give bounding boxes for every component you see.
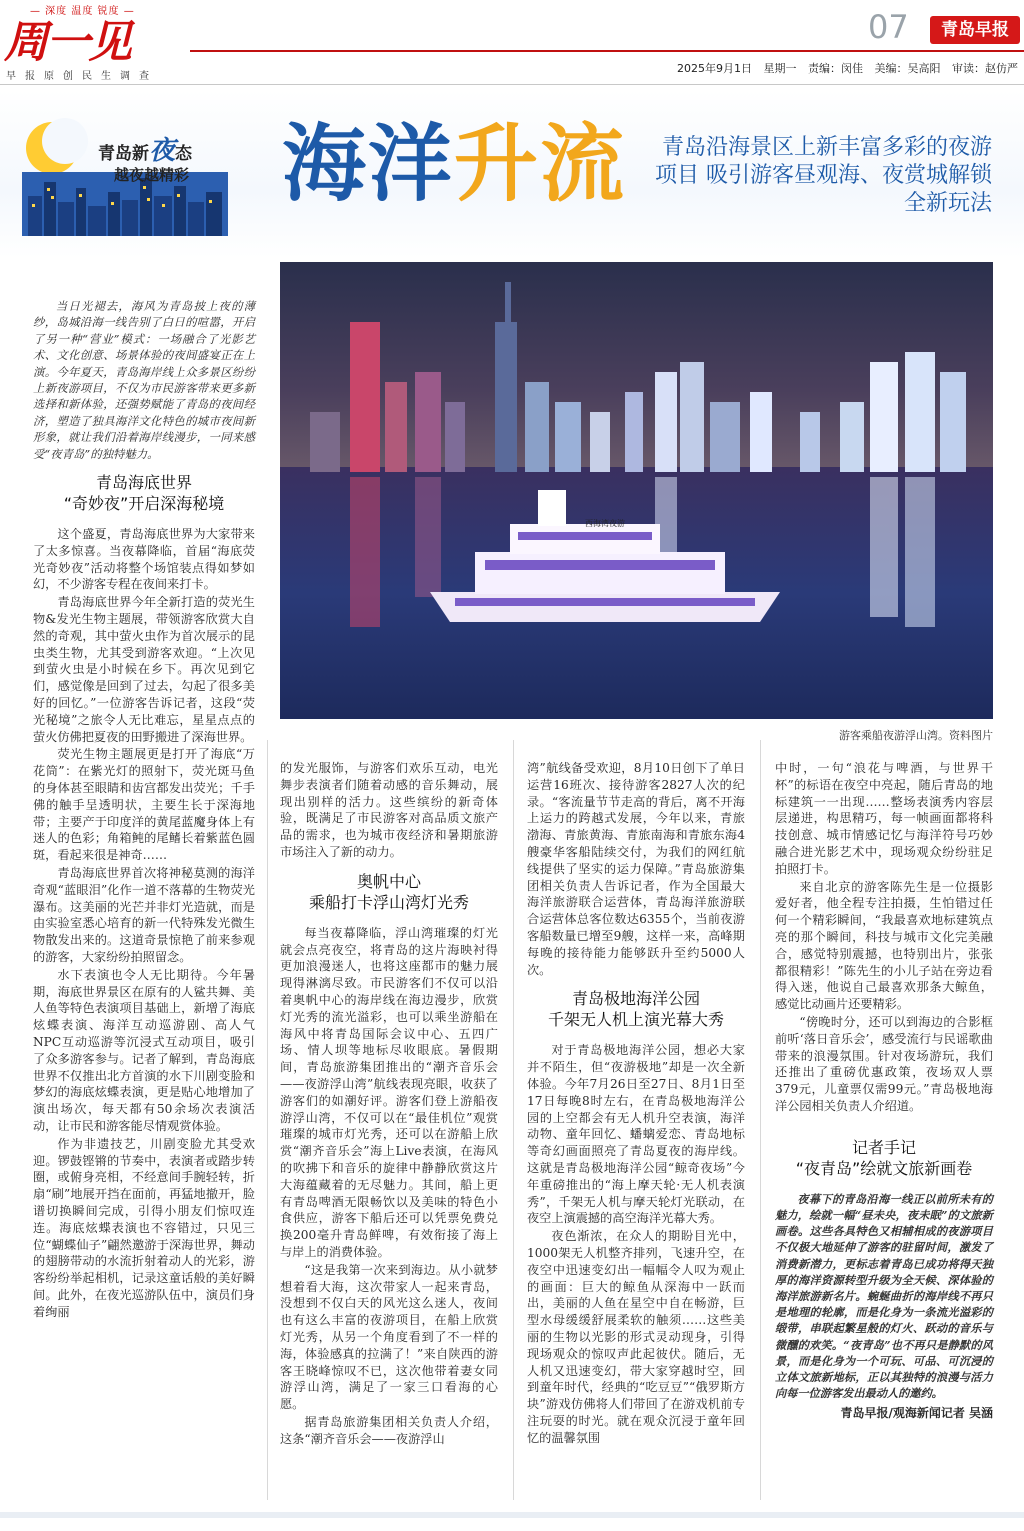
- section-title-polar-ocean-park: 青岛极地海洋公园 千架无人机上演光幕大秀: [547, 989, 724, 1030]
- issue-info: [669, 60, 1018, 76]
- column-divider: [267, 740, 268, 1500]
- section-title-olympic-sailing: 奥帆中心 乘船打卡浮山湾灯光秀: [308, 871, 469, 912]
- badge-subtitle: 越夜越精彩: [114, 166, 190, 184]
- brand-name: 周一见: [4, 17, 130, 68]
- paragraph: 中时，一句“浪花与啤酒，与世界干杯”的标语在夜空中亮起，随后青岛的地标建筑一一出现……整场表演秀内容层层递进，构思精巧，每一帧画面都将科技创意、城市情感记忆与海洋符号巧妙融合进光影艺术中，现场观众纷纷驻足拍照打卡。: [775, 761, 993, 876]
- moon-shadow: [42, 118, 88, 164]
- issue-editor: 责编：闵佳: [808, 62, 863, 75]
- page-bottom-band: [0, 1512, 1024, 1518]
- section-title-reporter-notes: 记者手记 “夜青岛”绘就文旅新画卷: [795, 1137, 973, 1178]
- page-number: 07: [868, 8, 909, 46]
- paragraph: 荧光生物主题展更是打开了海底“万花筒”：在紫光灯的照射下，荧光斑马鱼的身体甚至眼睛和齿宫都发出荧光；千手佛的触手呈透明状，主要生长于深海地带；主要产于印度洋的黄尾蓝魔身体上有迷人的色彩；角箱鲀的尾鳍长着紫蓝色圆斑，看起来很是神奇……: [33, 747, 255, 863]
- masthead: [0, 0, 1024, 88]
- paragraph: 据青岛旅游集团相关负责人介绍，这条“潮齐音乐会——夜游浮山: [280, 1414, 498, 1446]
- masthead-divider: [0, 84, 1024, 85]
- column-badge: [22, 118, 228, 236]
- masthead-rule: [190, 50, 1024, 52]
- paragraph: 青岛海底世界首次将神秘莫测的海洋奇观“蓝眼泪”化作一道不落幕的生物荧光瀑布。这美丽的光芒并非灯光造就，而是由实验室悉心培育的新一代特殊发光微生物散发出来的。这道奇景惊艳了前来参观的游客，大家纷纷拍照留念。: [33, 866, 255, 964]
- column-3: [527, 760, 745, 1447]
- column-divider: [760, 740, 761, 1500]
- photo-illustration: [280, 262, 993, 719]
- lead-paragraph: [33, 298, 255, 462]
- paragraph: 湾”航线备受欢迎，8月10日创下了单日运营16班次、接待游客2827人次的纪录。“客流量节节走高的背后，离不开海上运力的跨越式发展，今年以来，青旅渤海、青旅黄海、青旅南海和青旅东海4艘豪华客船陆续交付，为我们的网红航线提供了坚实的运力保障。”青岛旅游集团相关负责人告诉记者，作为全国最大海洋旅游联合运营体，青岛海洋旅游联合运营体总客位数达6355个，当前夜游客船数量已增至9艘，这样一来，高峰期每晚的接待能力能够跃升至约5000人次。: [527, 761, 745, 977]
- reporter-notes: [775, 1191, 993, 1402]
- paragraph: 的发光服饰，与游客们欢乐互动，电光舞步表演者们随着动感的音乐舞动，展现出别样的活力。这些缤纷的新奇体验，既满足了市民游客对高品质文旅产品的需求，也为城市夜经济和暑期旅游市场注入了新的动力。: [280, 761, 498, 859]
- section-title-aquarium: 青岛海底世界 “奇妙夜”开启深海秘境: [63, 473, 225, 514]
- night-cruise-photo: [280, 262, 993, 719]
- paragraph: 青岛海底世界今年全新打造的荧光生物&发光生物主题展，带领游客欣赏大自然的奇观，其中萤火虫作为首次展示的昆虫类生物，尤其受到游客欢迎。“上次见到萤火虫是小时候在乡下。再次见到它们，感觉像是回到了过去，勾起了很多美好的回忆。”一位游客告诉记者，这段“荧光秘境”之旅令人无比难忘，星星点点的萤火仿佛把夏夜的田野搬进了深海世界。: [33, 595, 255, 744]
- lead-text: 当日光褪去，海风为青岛披上夜的薄纱，岛城沿海一线告别了白日的喧嚣，开启了另一种“营业”模式：一场融合了光影艺术、文化创意、场景体验的夜间盛宴正在上演。今年夏天，青岛海岸线上众多景区纷纷上新夜游项目，不仅为市民游客带来更多新选择和新体验，还强势赋能了青岛的夜间经济，塑造了独具海洋文化特色的城市夜间新形象，就让我们沿着海岸线漫步，一同来感受“夜青岛”的独特魅力。: [33, 299, 255, 461]
- ship-sign: 西海湾夜游: [585, 519, 625, 528]
- brand-slogan: — 深度 温度 锐度 —: [30, 6, 135, 17]
- column-1: [33, 298, 255, 1322]
- paragraph: 这个盛夏，青岛海底世界为大家带来了太多惊喜。当夜幕降临，首届“海底荧光奇妙夜”活动将整个场馆装点得如梦如幻，不少游客专程在夜间来打卡。: [33, 527, 255, 592]
- paragraph: 来自北京的游客陈先生是一位摄影爱好者，他全程专注拍摄，生怕错过任何一个精彩瞬间，“我最喜欢地标建筑点亮的那个瞬间，科技与城市文化完美融合，感觉特别震撼，也特别出片，张张都很精彩！”陈先生的小儿子站在旁边看得入迷，他说自己最喜欢那条大鲸鱼，感觉比动画片还要精彩。: [775, 879, 993, 1012]
- paragraph: “这是我第一次来到海边。从小就梦想着看大海，这次带家人一起来青岛，没想到不仅白天的风光这么迷人，夜间也有这么丰富的夜游项目，在船上欣赏灯光秀，从另一个角度看到了不一样的海，体验感真的拉满了！”来自陕西的游客王晓峰惊叹不已，这次他带着妻女同游浮山湾，满足了一家三口看海的心愿。: [280, 1262, 498, 1412]
- column-2: [280, 760, 498, 1448]
- issue-proofreader: 审读：赵仿严: [952, 62, 1018, 75]
- headline: 海洋升流: [282, 115, 627, 213]
- photo-caption: 游客乘船夜游浮山湾。资料图片: [839, 729, 993, 742]
- paragraph: 夜幕下的青岛沿海一线正以前所未有的魅力，绘就一幅“昼未央，夜未眠”的文旅新画卷。这些各具特色又相辅相成的夜游项目不仅极大地延伸了游客的驻留时间，激发了消费新潜力，更标志着青岛已成功将得天独厚的海洋资源转型升级为全天候、深体验的海洋旅游新名片。蜿蜒曲折的海岸线不再只是地理的轮廓，而是化身为一条流光溢彩的缎带，串联起繁星般的灯火、跃动的音乐与微醺的欢笑。“夜青岛”也不再只是静默的风景，而是化身为一个可玩、可品、可沉浸的立体文旅新地标，正以其独特的浪漫与活力向每一位游客发出最动人的邀约。: [775, 1191, 993, 1401]
- issue-date: 2025年9月1日: [677, 62, 752, 75]
- paragraph: 作为非遗技艺，川剧变脸尤其受欢迎。锣鼓铿锵的节奏中，表演者或踏步转圈，或俯身亮相，不经意间手腕轻转，折扇“刷”地展开挡在面前，再猛地撤开，脸谱切换瞬间完成，引得小朋友们惊叹连连。海底炫蝶表演也不容错过，只见三位“蝴蝶仙子”翩然邀游于深海世界，舞动的翅膀带动的水流折射着动人的光彩，游客纷纷举起相机，记录这童话般的美好瞬间。此外，在夜光巡游队伍中，演员们身着绚丽: [33, 1136, 255, 1319]
- paragraph: 每当夜幕降临，浮山湾璀璨的灯光就会点亮夜空，将青岛的这片海映衬得更加浪漫迷人，也将这座都市的魅力展现得淋漓尽致。市民游客们不仅可以沿着奥帆中心的海岸线在海边漫步，欣赏灯光秀的流光溢彩，也可以乘坐游船在海风中将青岛国际会议中心、五四广场、情人坝等地标尽收眼底。暑假期间，青岛旅游集团推出的“潮齐音乐会——夜游浮山湾”航线表现亮眼，收获了游客们的如潮好评。游客们登上游船夜游浮山湾，不仅可以在“最佳机位”观赏璀璨的城市灯光秀，还可以在游船上欣赏“潮齐音乐会”海上Live表演，在海风的吹拂下和音乐的旋律中静静欣赏这片大海蕴藏着的无尽魅力。其间，船上更有青岛啤酒无限畅饮以及美味的特色小食供应，游客下船后还可以凭票免费兑换200毫升青岛鲜啤，有效衔接了海上与岸上的消费体验。: [280, 925, 498, 1259]
- paragraph: 夜色渐浓，在众人的期盼目光中，1000架无人机整齐排列，飞速升空，在夜空中迅速变幻出一幅幅令人叹为观止的画面：巨大的鲸鱼从深海中一跃而出，美丽的人鱼在星空中自在畅游，巨型水母缓缓舒展柔软的触须……这些美丽的生物以光影的形式灵动现身，引得现场观众的惊叹声此起彼伏。随后，无人机又迅速变幻，带大家穿越时空，回到童年时代，经典的“吃豆豆”“俄罗斯方块”游戏仿佛将人们带回了在游戏机前专注玩耍的时光。就在观众沉浸于童年回忆的温馨氛围: [527, 1229, 745, 1445]
- paper-logo: 青岛早报: [930, 16, 1020, 44]
- issue-weekday: 星期一: [763, 62, 797, 75]
- issue-designer: 美编：吴高阳: [874, 62, 941, 75]
- paragraph: 水下表演也令人无比期待。今年暑期，海底世界景区在原有的人鲨共舞、美人鱼等特色表演项目基础上，新增了海底炫蝶表演、海洋互动巡游剧、高人气NPC互动巡游等沉浸式互动项目，吸引了众多游客参与。记者了解到，青岛海底世界不仅推出北方首演的水下川剧变脸和梦幻的海底炫蝶表演，更是贴心地增加了演出场次，每天都有50余场次表演活动，让市民和游客能尽情观赏体验。: [33, 967, 255, 1133]
- brand-sub: 早报原创民生调查: [6, 71, 158, 82]
- column-4: [775, 760, 993, 1422]
- paragraph: “傍晚时分，还可以到海边的合影框前听‘落日音乐会’，感受流行与民谣歌曲带来的浪漫氛围。针对夜场游玩，我们还推出了重磅优惠政策，夜场双人票379元，儿童票仅需99元。”青岛极地海洋公园相关负责人介绍道。: [775, 1014, 993, 1113]
- subhead: 青岛沿海景区上新丰富多彩的夜游项目 吸引游客昼观海、夜赏城解锁全新玩法: [655, 135, 992, 216]
- badge-title: 青岛新夜态: [98, 136, 193, 166]
- paragraph: 对于青岛极地海洋公园，想必大家并不陌生，但“夜游极地”却是一次全新体验。今年7月26日至27日、8月1日至17日每晚8时左右，在青岛极地海洋公园的上空都会有无人机升空表演，海洋动物、童年回忆、蟠螭爱恋、青岛地标等奇幻画面照亮了青岛夏夜的海岸线。这就是青岛极地海洋公园“鲸奇夜场”今年重磅推出的“海上摩天轮·无人机表演秀”，千架无人机与摩天轮灯光联动，在夜空上演震撼的高空海洋光幕大秀。: [527, 1043, 745, 1226]
- byline: 青岛早报/观海新闻记者 吴涵: [840, 1406, 993, 1421]
- column-divider: [513, 740, 514, 1500]
